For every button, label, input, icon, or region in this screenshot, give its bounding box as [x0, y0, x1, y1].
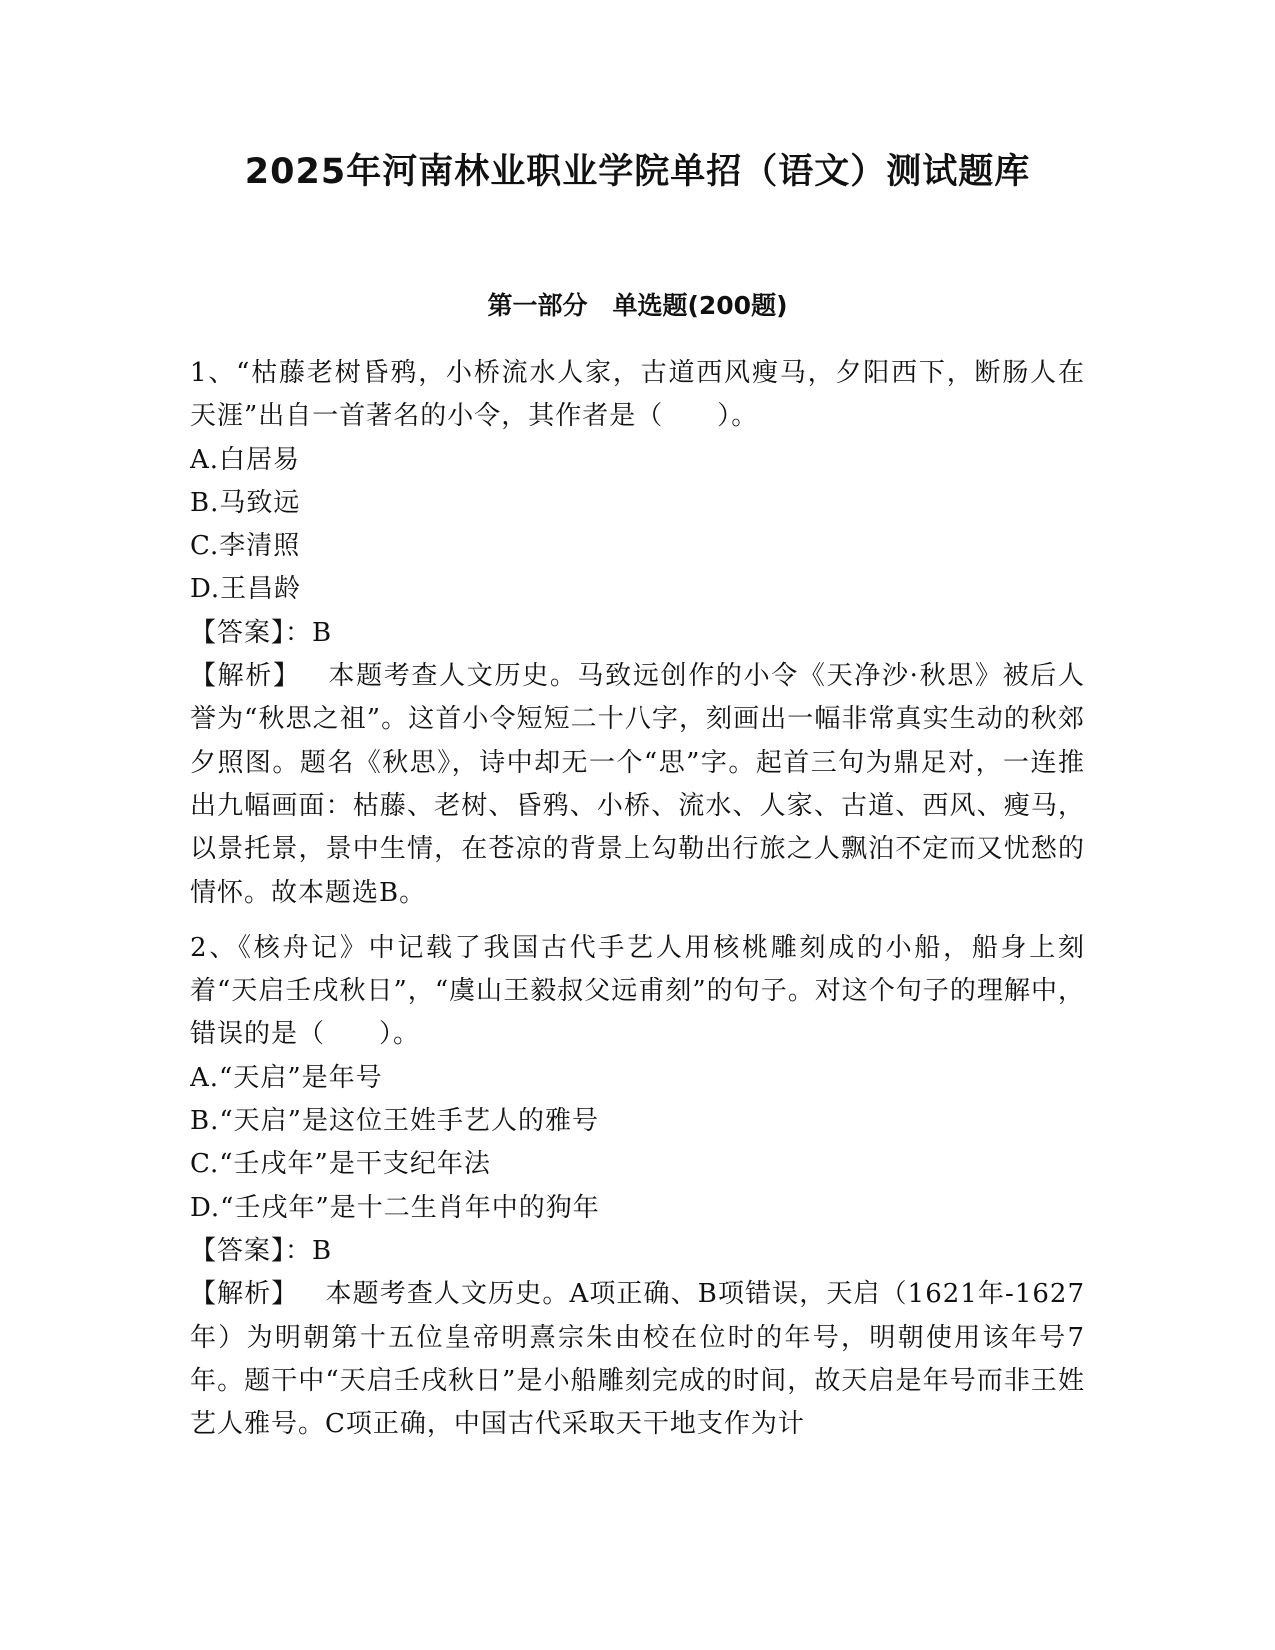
option-c: C.李清照 — [190, 531, 301, 562]
document-title: 2025年河南林业职业学院单招（语文）测试题库 — [244, 152, 1031, 192]
section-heading: 第一部分 单选题(200题) — [487, 291, 788, 320]
explanation-label: 【解析】 — [190, 661, 301, 692]
question-stem: 1、“枯藤老树昏鸦，小桥流水人家，古道西风瘦马，夕阳西下，断肠人在天涯”出自一首著名的小令，其作者是（ ）。 — [190, 358, 1085, 432]
question-list — [190, 352, 1085, 1446]
option-b: B.“天启”是这位王姓手艺人的雅号 — [190, 1106, 599, 1137]
explanation-text: 本题考查人文历史。马致远创作的小令《天净沙·秋思》被后人誉为“秋思之祖”。这首小令短短二十八字，刻画出一幅非常真实生动的秋郊夕照图。题名《秋思》，诗中却无一个“思”字。起首三句为鼎足对，一连推出九幅画面：枯藤、老树、昏鸦、小桥、流水、人家、古道、西风、瘦马，以景托景，景中生情，在苍凉的背景上勾勒出行旅之人飘泊不定而又忧愁的情怀。故本题选B。 — [190, 661, 1085, 908]
option-a: A.白居易 — [190, 444, 301, 475]
explanation — [190, 655, 1085, 915]
option-b: B.马致远 — [190, 487, 301, 518]
option-d: D.王昌龄 — [190, 574, 302, 605]
explanation — [190, 1273, 1085, 1446]
option-c: C.“壬戌年”是干支纪年法 — [190, 1149, 491, 1180]
explanation-label: 【解析】 — [190, 1279, 299, 1310]
question-item — [190, 352, 1085, 915]
question-stem: 2、《核舟记》中记载了我国古代手艺人用核桃雕刻成的小船，船身上刻着“天启壬戌秋日”，“虞山王毅叔父远甫刻”的句子。对这个句子的理解中，错误的是（ ）。 — [190, 932, 1085, 1050]
answer-label: 【答案】： — [190, 1235, 313, 1266]
question-item — [190, 927, 1085, 1447]
explanation-text: 本题考查人文历史。A项正确、B项错误，天启（1621年-1627年）为明朝第十五位皇帝明熹宗朱由校在位时的年号，明朝使用该年号7年。题干中“天启壬戌秋日”是小船雕刻完成的时间，故天启是年号而非王姓艺人雅号。C项正确，中国古代采取天干地支作为计 — [190, 1279, 1085, 1440]
option-d: D.“壬戌年”是十二生肖年中的狗年 — [190, 1192, 600, 1223]
answer-line — [190, 612, 1085, 655]
answer-line — [190, 1230, 1085, 1273]
option-a: A.“天启”是年号 — [190, 1062, 383, 1093]
answer-value: B — [312, 617, 333, 648]
answer-value: B — [312, 1235, 333, 1266]
question-spacer — [190, 915, 1085, 927]
answer-label: 【答案】： — [190, 617, 313, 648]
